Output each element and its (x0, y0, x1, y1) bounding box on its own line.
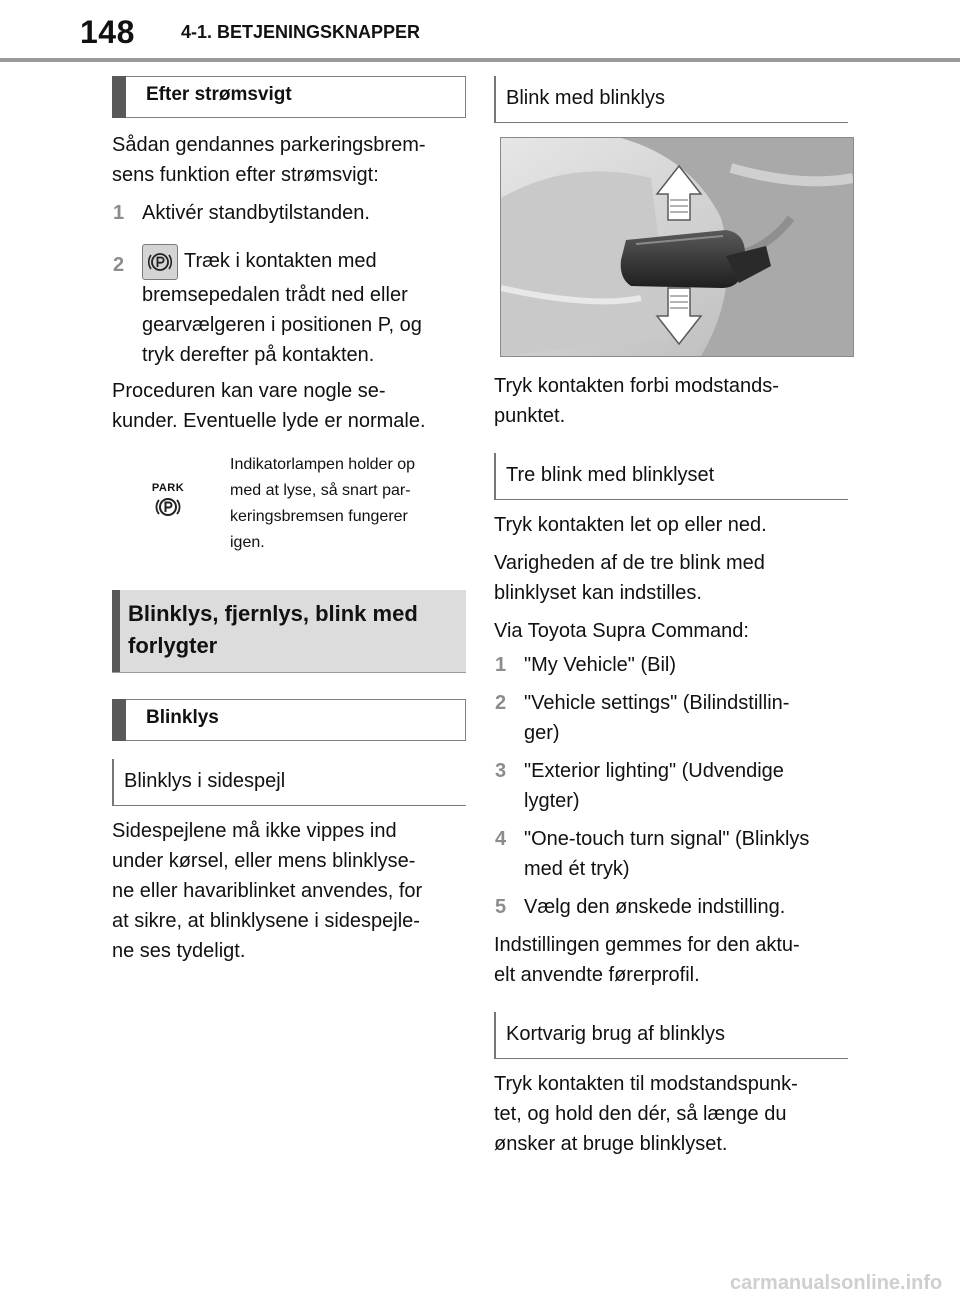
subsection-blink: Blink med blinklys (494, 76, 848, 123)
step-number: 1 (113, 202, 125, 224)
saved-paragraph: Indstillingen gemmes for den aktu- elt anvendte førerprofil. (494, 934, 800, 986)
section-header-blinklys (112, 699, 466, 741)
three-paragraph-2: Varigheden af de tre blink med blinklyset kan indstilles. (494, 552, 765, 604)
intro-paragraph: Sådan gendannes parkeringsbrem- sens funktion efter strømsvigt: (112, 134, 426, 186)
step-number: 2 (495, 692, 507, 714)
turn-signal-stalk-figure (500, 137, 854, 357)
after-paragraph: Proceduren kan vare nogle se- kunder. Eventuelle lyde er normale. (112, 380, 426, 432)
settings-step-5: 5 Vælg den ønskede indstilling. (494, 892, 848, 922)
chapter-title: 4-1. BETJENINGSKNAPPER (181, 22, 421, 42)
settings-step-1: 1 "My Vehicle" (Bil) (494, 650, 848, 680)
three-paragraph-1: Tryk kontakten let op eller ned. (494, 514, 767, 536)
right-column (494, 76, 848, 1159)
blink-paragraph: Tryk kontakten forbi modstands- punktet. (494, 375, 779, 427)
settings-step-4: 4 "One-touch turn signal" (Blinklys med ét tryk) (494, 824, 848, 884)
section-header-power-failure (112, 76, 466, 118)
subsection-three-blinks: Tre blink med blinklyset (494, 453, 848, 500)
step-number: 1 (495, 654, 507, 676)
park-note-text: Indikatorlampen holder op med at lyse, så snart par- keringsbremsen fungerer igen. (230, 456, 416, 551)
watermark: carmanualsonline.info (730, 1272, 943, 1294)
subsection-short-use: Kortvarig brug af blinklys (494, 1012, 848, 1059)
park-indicator-note (112, 452, 466, 570)
parking-brake-button-icon (142, 244, 178, 280)
step-2: 2 Træk i kontakten med bremsepedalen trådt ned eller gearvælgeren i positionen P, og tryk derefter på kontakten. (112, 242, 466, 370)
section-title: Blinklys (146, 707, 219, 728)
section-header-turn-signals: Blinklys, fjernlys, blink med forlygter (112, 590, 466, 673)
left-column (112, 76, 466, 966)
settings-step-3: 3 "Exterior lighting" (Udvendige lygter) (494, 756, 848, 816)
step-number: 5 (495, 896, 507, 918)
step-1: 1 Aktivér standbytilstanden. (112, 198, 466, 228)
subsection-mirror-signals: Blinklys i sidespejl (112, 759, 466, 806)
section-title: Efter strømsvigt (146, 84, 292, 105)
header-divider (0, 58, 960, 62)
page-number: 148 (80, 14, 135, 50)
step-number: 2 (113, 254, 125, 276)
step-number: 3 (495, 760, 507, 782)
mirror-paragraph: Sidespejlene må ikke vippes ind under kørsel, eller mens blinklyse- ne eller havariblinket anvendes, for at sikre, at blinklysene i sidespejle- ne ses tydeligt. (112, 820, 423, 962)
step-number: 4 (495, 828, 507, 850)
park-indicator-icon: PARK (148, 482, 188, 524)
settings-step-2: 2 "Vehicle settings" (Bilindstillin- ger) (494, 688, 848, 748)
short-use-paragraph: Tryk kontakten til modstandspunk- tet, og hold den dér, så længe du ønsker at bruge blinklyset. (494, 1073, 798, 1155)
three-paragraph-3: Via Toyota Supra Command: (494, 620, 749, 642)
